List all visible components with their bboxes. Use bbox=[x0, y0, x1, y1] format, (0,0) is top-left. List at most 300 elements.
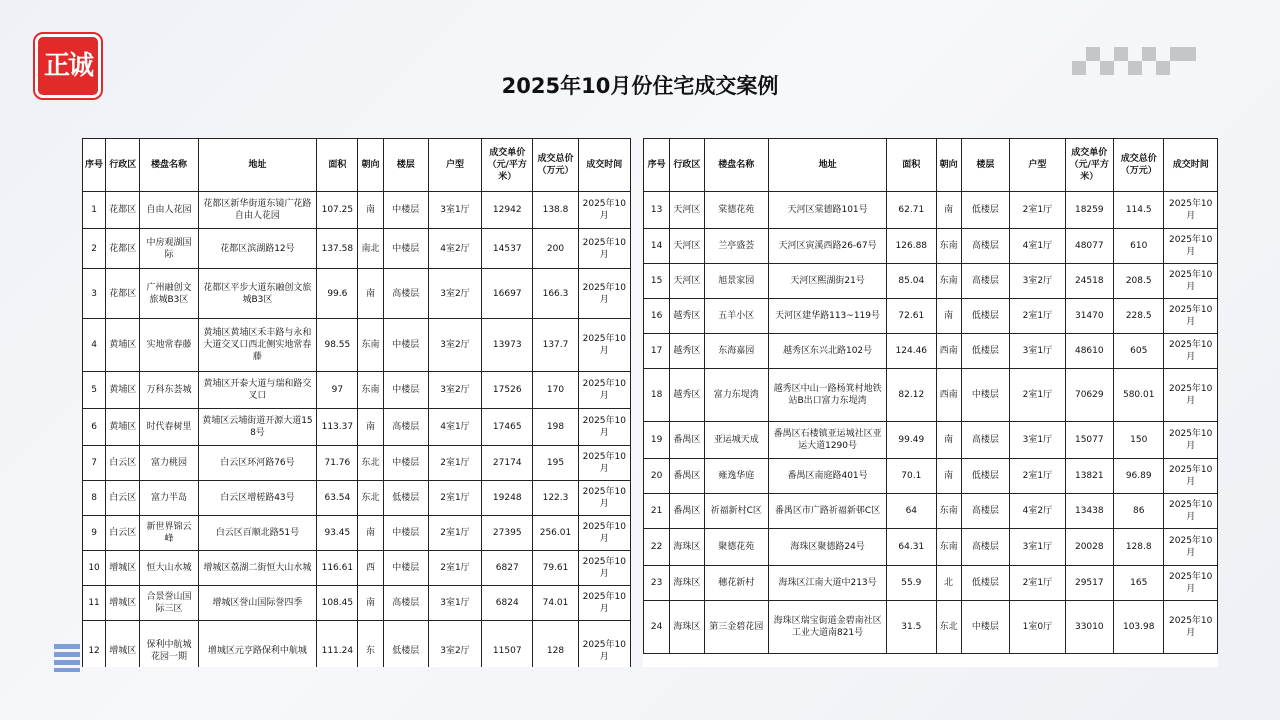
table-cell: 17 bbox=[644, 334, 670, 369]
table-cell: 雍逸华庭 bbox=[704, 459, 769, 494]
table-cell: 256.01 bbox=[533, 516, 578, 551]
table-cell: 3室1厅 bbox=[428, 192, 481, 229]
table-cell: 17526 bbox=[482, 372, 533, 409]
table-cell: 花都区新华街道东镜广花路自由人花园 bbox=[198, 192, 317, 229]
table-cell: 中楼层 bbox=[961, 369, 1009, 422]
table-cell: 4室1厅 bbox=[1010, 229, 1065, 264]
table-cell: 170 bbox=[533, 372, 578, 409]
table-cell: 黄埔区 bbox=[106, 409, 140, 446]
column-header: 面积 bbox=[317, 139, 358, 192]
table-cell: 18 bbox=[644, 369, 670, 422]
table-cell: 3室2厅 bbox=[1010, 264, 1065, 299]
table-cell: 白云区增槎路43号 bbox=[198, 481, 317, 516]
table-row bbox=[644, 229, 1218, 264]
table-cell: 15077 bbox=[1065, 422, 1113, 459]
table-cell: 高楼层 bbox=[961, 494, 1009, 529]
table-cell: 122.3 bbox=[533, 481, 578, 516]
table-cell: 兰亭盛荟 bbox=[704, 229, 769, 264]
table-cell: 高楼层 bbox=[383, 269, 428, 319]
table-cell: 南 bbox=[358, 586, 383, 621]
table-cell: 越秀区 bbox=[670, 299, 704, 334]
table-cell: 2室1厅 bbox=[428, 551, 481, 586]
table-cell: 62.71 bbox=[887, 192, 936, 229]
table-cell: 白云区 bbox=[106, 481, 140, 516]
table-cell: 1室0厅 bbox=[1010, 601, 1065, 654]
table-cell: 海珠区聚德路24号 bbox=[769, 529, 887, 566]
table-cell: 中楼层 bbox=[961, 601, 1009, 654]
table-cell: 黄埔区黄埔区禾丰路与永和大道交叉口西北侧实地常春藤 bbox=[198, 319, 317, 372]
table-cell: 万科东荟城 bbox=[140, 372, 198, 409]
table-cell: 33010 bbox=[1065, 601, 1113, 654]
table-cell: 2025年10月 bbox=[1164, 566, 1218, 601]
table-cell: 东南 bbox=[936, 264, 961, 299]
table-cell: 东南 bbox=[936, 529, 961, 566]
table-cell: 高楼层 bbox=[383, 409, 428, 446]
table-cell: 99.6 bbox=[317, 269, 358, 319]
table-cell: 12 bbox=[83, 621, 106, 668]
table-cell: 白云区 bbox=[106, 516, 140, 551]
table-cell: 19 bbox=[644, 422, 670, 459]
table-cell: 114.5 bbox=[1114, 192, 1164, 229]
table-cell: 48077 bbox=[1065, 229, 1113, 264]
table-row bbox=[644, 369, 1218, 422]
column-header: 成交单价（元/平方米） bbox=[1065, 139, 1113, 192]
table-cell: 2025年10月 bbox=[1164, 369, 1218, 422]
table-cell: 亚运城天成 bbox=[704, 422, 769, 459]
table-row bbox=[644, 422, 1218, 459]
table-cell: 增城区元亨路保利中航城 bbox=[198, 621, 317, 668]
table-cell: 103.98 bbox=[1114, 601, 1164, 654]
table-cell: 13973 bbox=[482, 319, 533, 372]
transactions-table-right bbox=[643, 138, 1218, 654]
table-cell: 63.54 bbox=[317, 481, 358, 516]
column-header: 朝向 bbox=[358, 139, 383, 192]
table-cell: 合景誉山国际三区 bbox=[140, 586, 198, 621]
table-cell: 93.45 bbox=[317, 516, 358, 551]
table-row bbox=[644, 601, 1218, 654]
table-cell: 广州融创文旅城B3区 bbox=[140, 269, 198, 319]
table-cell: 海珠区 bbox=[670, 566, 704, 601]
table-cell: 南 bbox=[358, 269, 383, 319]
table-row bbox=[644, 494, 1218, 529]
table-cell: 黄埔区开泰大道与瑞和路交叉口 bbox=[198, 372, 317, 409]
table-cell: 东南 bbox=[936, 494, 961, 529]
table-cell: 138.8 bbox=[533, 192, 578, 229]
table-cell: 13821 bbox=[1065, 459, 1113, 494]
table-cell: 花都区 bbox=[106, 269, 140, 319]
table-cell: 86 bbox=[1114, 494, 1164, 529]
table-cell: 南北 bbox=[358, 229, 383, 269]
column-header: 户型 bbox=[1010, 139, 1065, 192]
table-cell: 20028 bbox=[1065, 529, 1113, 566]
column-header: 成交单价（元/平方米） bbox=[482, 139, 533, 192]
table-cell: 97 bbox=[317, 372, 358, 409]
table-cell: 2025年10月 bbox=[578, 372, 630, 409]
column-header: 楼盘名称 bbox=[704, 139, 769, 192]
table-cell: 海珠区 bbox=[670, 601, 704, 654]
table-cell: 白云区百顺北路51号 bbox=[198, 516, 317, 551]
column-header: 户型 bbox=[428, 139, 481, 192]
table-cell: 东 bbox=[358, 621, 383, 668]
table-cell: 低楼层 bbox=[383, 481, 428, 516]
table-row bbox=[644, 192, 1218, 229]
table-cell: 2025年10月 bbox=[1164, 601, 1218, 654]
table-cell: 2025年10月 bbox=[578, 551, 630, 586]
table-row bbox=[83, 586, 631, 621]
table-cell: 16697 bbox=[482, 269, 533, 319]
table-cell: 9 bbox=[83, 516, 106, 551]
table-cell: 2室1厅 bbox=[1010, 566, 1065, 601]
table-cell: 祈福新村C区 bbox=[704, 494, 769, 529]
table-cell: 70.1 bbox=[887, 459, 936, 494]
table-cell: 198 bbox=[533, 409, 578, 446]
table-cell: 4 bbox=[83, 319, 106, 372]
table-cell: 越秀区 bbox=[670, 369, 704, 422]
table-cell: 增城区 bbox=[106, 551, 140, 586]
table-cell: 白云区环河路76号 bbox=[198, 446, 317, 481]
table-row bbox=[83, 516, 631, 551]
column-header: 朝向 bbox=[936, 139, 961, 192]
table-cell: 黄埔区 bbox=[106, 372, 140, 409]
table-cell: 3室1厅 bbox=[1010, 334, 1065, 369]
table-cell: 天河区熙湖街21号 bbox=[769, 264, 887, 299]
table-cell: 31470 bbox=[1065, 299, 1113, 334]
table-row bbox=[644, 566, 1218, 601]
table-cell: 200 bbox=[533, 229, 578, 269]
table-cell: 南 bbox=[358, 409, 383, 446]
table-cell: 富力东堤湾 bbox=[704, 369, 769, 422]
table-cell: 3室2厅 bbox=[428, 621, 481, 668]
table-cell: 13438 bbox=[1065, 494, 1113, 529]
column-header: 楼盘名称 bbox=[140, 139, 198, 192]
table-cell: 西南 bbox=[936, 369, 961, 422]
table-cell: 海珠区江南大道中213号 bbox=[769, 566, 887, 601]
table-cell: 27395 bbox=[482, 516, 533, 551]
menu-icon[interactable] bbox=[54, 644, 80, 672]
table-cell: 增城区 bbox=[106, 586, 140, 621]
table-cell: 天河区 bbox=[670, 192, 704, 229]
table-cell: 3室2厅 bbox=[428, 319, 481, 372]
column-header: 楼层 bbox=[383, 139, 428, 192]
table-cell: 高楼层 bbox=[961, 529, 1009, 566]
table-cell: 时代春树里 bbox=[140, 409, 198, 446]
table-cell: 3室2厅 bbox=[428, 372, 481, 409]
table-cell: 中楼层 bbox=[383, 372, 428, 409]
table-cell: 低楼层 bbox=[961, 299, 1009, 334]
table-cell: 2025年10月 bbox=[578, 409, 630, 446]
table-cell: 南 bbox=[936, 422, 961, 459]
table-cell: 20 bbox=[644, 459, 670, 494]
table-cell: 中楼层 bbox=[383, 192, 428, 229]
table-row bbox=[83, 372, 631, 409]
column-header: 成交总价（万元） bbox=[1114, 139, 1164, 192]
zhengcheng-logo: 正诚 bbox=[35, 34, 101, 98]
table-cell: 4室2厅 bbox=[1010, 494, 1065, 529]
table-row bbox=[83, 551, 631, 586]
table-header-row bbox=[644, 139, 1218, 192]
table-cell: 27174 bbox=[482, 446, 533, 481]
table-cell: 海珠区瑞宝街道金碧南社区工业大道南821号 bbox=[769, 601, 887, 654]
table-row bbox=[644, 529, 1218, 566]
table-row bbox=[644, 459, 1218, 494]
table-cell: 南 bbox=[358, 516, 383, 551]
table-row bbox=[83, 446, 631, 481]
table-cell: 11 bbox=[83, 586, 106, 621]
table-cell: 低楼层 bbox=[961, 334, 1009, 369]
table-cell: 东南 bbox=[358, 319, 383, 372]
table-cell: 高楼层 bbox=[383, 586, 428, 621]
table-cell: 6 bbox=[83, 409, 106, 446]
table-cell: 165 bbox=[1114, 566, 1164, 601]
column-header: 成交总价（万元） bbox=[533, 139, 578, 192]
table-cell: 东南 bbox=[936, 229, 961, 264]
table-cell: 2025年10月 bbox=[578, 621, 630, 668]
table-cell: 64.31 bbox=[887, 529, 936, 566]
column-header: 地址 bbox=[198, 139, 317, 192]
table-cell: 东海嘉园 bbox=[704, 334, 769, 369]
table-row bbox=[644, 299, 1218, 334]
table-cell: 166.3 bbox=[533, 269, 578, 319]
column-header: 序号 bbox=[83, 139, 106, 192]
table-cell: 2025年10月 bbox=[578, 481, 630, 516]
table-cell: 137.58 bbox=[317, 229, 358, 269]
table-cell: 富力桃园 bbox=[140, 446, 198, 481]
table-cell: 新世界锦云峰 bbox=[140, 516, 198, 551]
table-cell: 保利中航城花园一期 bbox=[140, 621, 198, 668]
table-cell: 15 bbox=[644, 264, 670, 299]
table-cell: 东北 bbox=[358, 481, 383, 516]
table-cell: 高楼层 bbox=[961, 264, 1009, 299]
table-cell: 番禺区 bbox=[670, 494, 704, 529]
table-cell: 2025年10月 bbox=[578, 446, 630, 481]
table-cell: 低楼层 bbox=[961, 192, 1009, 229]
table-cell: 3室1厅 bbox=[1010, 422, 1065, 459]
column-header: 序号 bbox=[644, 139, 670, 192]
table-cell: 128 bbox=[533, 621, 578, 668]
table-cell: 113.37 bbox=[317, 409, 358, 446]
column-header: 行政区 bbox=[106, 139, 140, 192]
table-cell: 增城区荔湖二街恒大山水城 bbox=[198, 551, 317, 586]
table-cell: 2室1厅 bbox=[428, 516, 481, 551]
table-cell: 南 bbox=[358, 192, 383, 229]
table-cell: 天河区 bbox=[670, 264, 704, 299]
table-cell: 中楼层 bbox=[383, 516, 428, 551]
table-cell: 黄埔区 bbox=[106, 319, 140, 372]
table-cell: 高楼层 bbox=[961, 229, 1009, 264]
table-cell: 12942 bbox=[482, 192, 533, 229]
table-cell: 中房观湖国际 bbox=[140, 229, 198, 269]
table-cell: 南 bbox=[936, 299, 961, 334]
table-cell: 2室1厅 bbox=[1010, 192, 1065, 229]
table-cell: 2025年10月 bbox=[1164, 229, 1218, 264]
table-header-row bbox=[83, 139, 631, 192]
table-cell: 中楼层 bbox=[383, 229, 428, 269]
table-cell: 79.61 bbox=[533, 551, 578, 586]
table-cell: 150 bbox=[1114, 422, 1164, 459]
table-cell: 228.5 bbox=[1114, 299, 1164, 334]
column-header: 成交时间 bbox=[1164, 139, 1218, 192]
table-cell: 花都区 bbox=[106, 192, 140, 229]
table-cell: 13 bbox=[644, 192, 670, 229]
table-cell: 7 bbox=[83, 446, 106, 481]
table-cell: 白云区 bbox=[106, 446, 140, 481]
table-cell: 126.88 bbox=[887, 229, 936, 264]
table-cell: 东北 bbox=[936, 601, 961, 654]
table-cell: 124.46 bbox=[887, 334, 936, 369]
table-cell: 2025年10月 bbox=[1164, 299, 1218, 334]
table-cell: 天河区棠德路101号 bbox=[769, 192, 887, 229]
table-cell: 29517 bbox=[1065, 566, 1113, 601]
table-cell: 85.04 bbox=[887, 264, 936, 299]
table-cell: 高楼层 bbox=[961, 422, 1009, 459]
table-cell: 实地常春藤 bbox=[140, 319, 198, 372]
table-cell: 低楼层 bbox=[383, 621, 428, 668]
table-cell: 55.9 bbox=[887, 566, 936, 601]
table-cell: 2025年10月 bbox=[578, 516, 630, 551]
table-cell: 31.5 bbox=[887, 601, 936, 654]
table-cell: 99.49 bbox=[887, 422, 936, 459]
table-cell: 2室1厅 bbox=[1010, 299, 1065, 334]
table-cell: 天河区建华路113~119号 bbox=[769, 299, 887, 334]
table-row bbox=[83, 192, 631, 229]
table-cell: 越秀区东兴北路102号 bbox=[769, 334, 887, 369]
table-cell: 南 bbox=[936, 192, 961, 229]
table-cell: 2025年10月 bbox=[1164, 192, 1218, 229]
column-header: 面积 bbox=[887, 139, 936, 192]
table-cell: 增城区誉山国际誉四季 bbox=[198, 586, 317, 621]
table-cell: 64 bbox=[887, 494, 936, 529]
table-cell: 中楼层 bbox=[383, 551, 428, 586]
table-cell: 98.55 bbox=[317, 319, 358, 372]
table-cell: 4室1厅 bbox=[428, 409, 481, 446]
table-cell: 北 bbox=[936, 566, 961, 601]
table-cell: 8 bbox=[83, 481, 106, 516]
table-cell: 14537 bbox=[482, 229, 533, 269]
table-cell: 2 bbox=[83, 229, 106, 269]
table-cell: 74.01 bbox=[533, 586, 578, 621]
table-cell: 108.45 bbox=[317, 586, 358, 621]
table-cell: 聚德花苑 bbox=[704, 529, 769, 566]
table-cell: 3室2厅 bbox=[428, 269, 481, 319]
table-cell: 2025年10月 bbox=[578, 269, 630, 319]
table-cell: 2室1厅 bbox=[428, 481, 481, 516]
table-cell: 128.8 bbox=[1114, 529, 1164, 566]
table-cell: 低楼层 bbox=[961, 566, 1009, 601]
table-cell: 增城区 bbox=[106, 621, 140, 668]
table-cell: 610 bbox=[1114, 229, 1164, 264]
table-row bbox=[83, 409, 631, 446]
table-cell: 6827 bbox=[482, 551, 533, 586]
table-cell: 2025年10月 bbox=[578, 319, 630, 372]
table-cell: 自由人花园 bbox=[140, 192, 198, 229]
column-header: 楼层 bbox=[961, 139, 1009, 192]
table-cell: 24 bbox=[644, 601, 670, 654]
table-cell: 71.76 bbox=[317, 446, 358, 481]
table-cell: 花都区 bbox=[106, 229, 140, 269]
page-title: 2025年10月份住宅成交案例 bbox=[501, 74, 779, 98]
table-cell: 5 bbox=[83, 372, 106, 409]
table-cell: 第三金碧花园 bbox=[704, 601, 769, 654]
table-cell: 富力半岛 bbox=[140, 481, 198, 516]
table-cell: 23 bbox=[644, 566, 670, 601]
table-row bbox=[83, 269, 631, 319]
table-cell: 72.61 bbox=[887, 299, 936, 334]
table-row bbox=[83, 229, 631, 269]
table-cell: 越秀区中山一路杨箕村地铁站B出口富力东堤湾 bbox=[769, 369, 887, 422]
table-cell: 天河区寅溪西路26-67号 bbox=[769, 229, 887, 264]
table-cell: 82.12 bbox=[887, 369, 936, 422]
table-cell: 3 bbox=[83, 269, 106, 319]
table-cell: 4室2厅 bbox=[428, 229, 481, 269]
table-cell: 19248 bbox=[482, 481, 533, 516]
table-cell: 穗花新村 bbox=[704, 566, 769, 601]
table-cell: 137.7 bbox=[533, 319, 578, 372]
table-cell: 番禺区南庭路401号 bbox=[769, 459, 887, 494]
table-cell: 14 bbox=[644, 229, 670, 264]
table-cell: 24518 bbox=[1065, 264, 1113, 299]
table-cell: 1 bbox=[83, 192, 106, 229]
table-cell: 东北 bbox=[358, 446, 383, 481]
table-cell: 番禺区 bbox=[670, 422, 704, 459]
table-cell: 16 bbox=[644, 299, 670, 334]
table-cell: 天河区 bbox=[670, 229, 704, 264]
table-cell: 中楼层 bbox=[383, 319, 428, 372]
table-cell: 6824 bbox=[482, 586, 533, 621]
table-cell: 208.5 bbox=[1114, 264, 1164, 299]
table-cell: 2025年10月 bbox=[1164, 422, 1218, 459]
table-cell: 21 bbox=[644, 494, 670, 529]
column-header: 行政区 bbox=[670, 139, 704, 192]
table-cell: 107.25 bbox=[317, 192, 358, 229]
table-cell: 海珠区 bbox=[670, 529, 704, 566]
table-cell: 旭景家园 bbox=[704, 264, 769, 299]
table-cell: 580.01 bbox=[1114, 369, 1164, 422]
column-header: 成交时间 bbox=[578, 139, 630, 192]
table-cell: 中楼层 bbox=[383, 446, 428, 481]
table-cell: 2025年10月 bbox=[1164, 264, 1218, 299]
table-cell: 11507 bbox=[482, 621, 533, 668]
table-cell: 恒大山水城 bbox=[140, 551, 198, 586]
table-cell: 2室1厅 bbox=[1010, 459, 1065, 494]
table-cell: 2025年10月 bbox=[1164, 334, 1218, 369]
table-cell: 22 bbox=[644, 529, 670, 566]
table-cell: 2025年10月 bbox=[578, 192, 630, 229]
table-cell: 番禺区市广路祈福新邨C区 bbox=[769, 494, 887, 529]
column-header: 地址 bbox=[769, 139, 887, 192]
table-cell: 195 bbox=[533, 446, 578, 481]
table-cell: 70629 bbox=[1065, 369, 1113, 422]
table-cell: 111.24 bbox=[317, 621, 358, 668]
table-cell: 2025年10月 bbox=[1164, 459, 1218, 494]
left-table-container bbox=[82, 138, 631, 667]
table-cell: 18259 bbox=[1065, 192, 1113, 229]
table-cell: 10 bbox=[83, 551, 106, 586]
table-cell: 西 bbox=[358, 551, 383, 586]
table-row bbox=[83, 481, 631, 516]
table-cell: 南 bbox=[936, 459, 961, 494]
table-cell: 越秀区 bbox=[670, 334, 704, 369]
table-cell: 花都区滨湖路12号 bbox=[198, 229, 317, 269]
table-cell: 2室1厅 bbox=[1010, 369, 1065, 422]
table-cell: 2室1厅 bbox=[428, 446, 481, 481]
table-cell: 西南 bbox=[936, 334, 961, 369]
table-cell: 116.61 bbox=[317, 551, 358, 586]
table-row bbox=[83, 319, 631, 372]
table-cell: 3室1厅 bbox=[1010, 529, 1065, 566]
table-cell: 2025年10月 bbox=[578, 586, 630, 621]
table-cell: 番禺区 bbox=[670, 459, 704, 494]
table-row bbox=[644, 334, 1218, 369]
